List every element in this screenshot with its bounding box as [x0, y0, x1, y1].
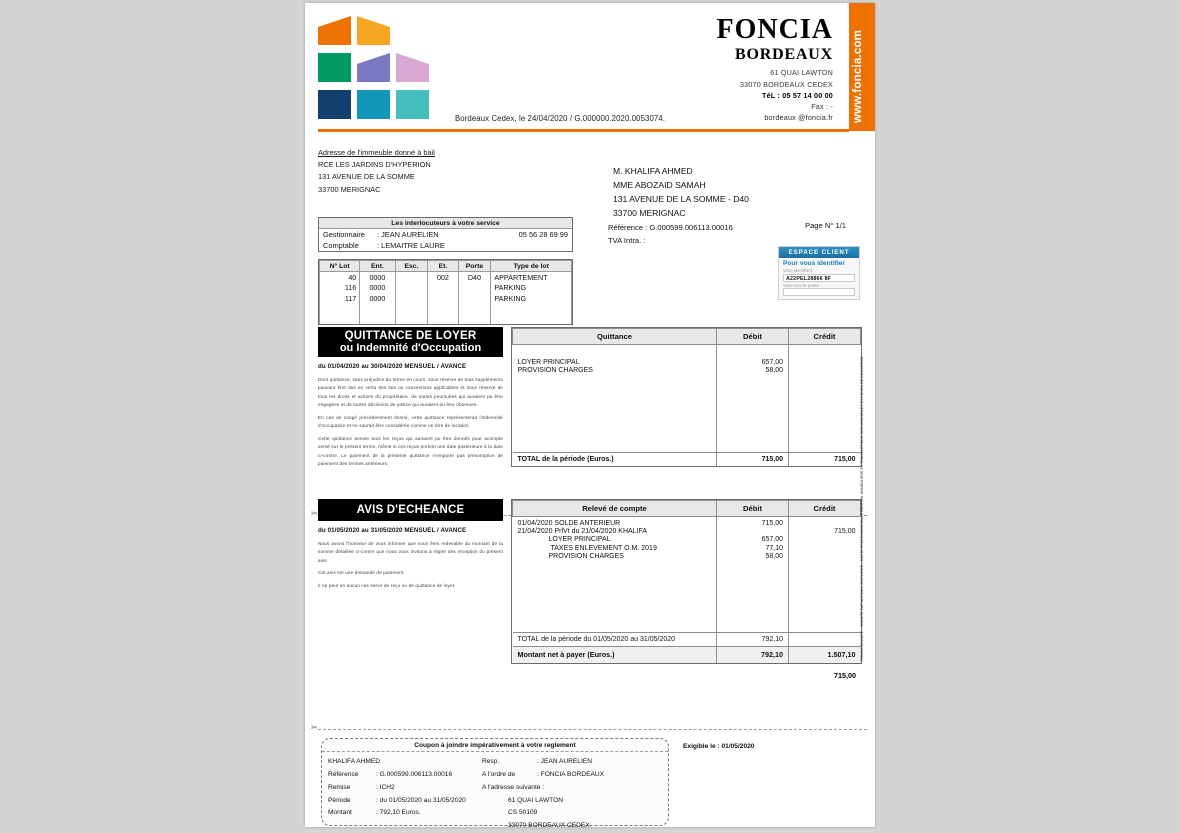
- releve-col-debit: Débit: [717, 501, 789, 517]
- coupon-adresse-line3: 33070 BORDEAUX CEDEX: [508, 822, 590, 830]
- lots-col-type: Type de lot: [491, 261, 572, 272]
- coupon-ref-label: Référence: [328, 770, 359, 778]
- avis-legal-p1: Nous avons l'honneur de vous informer que vous êtes redevable du montant de la somme détaillée ci-contre que nous vous invitons à régler dès réception du présent avis.: [318, 541, 503, 563]
- issue-date-reference: Bordeaux Cedex, le 24/04/2020 / G.000000.2020.0053074.: [455, 114, 666, 123]
- due-date: Exigible le : 01/05/2020: [683, 743, 755, 750]
- quittance-row-credit: [789, 359, 861, 367]
- logo-tile-1: [318, 16, 351, 45]
- agency-address-line2: 33070 BORDEAUX CEDEX: [739, 79, 833, 89]
- avis-period: du 01/05/2020 au 31/05/2020 MENSUEL / AVANCE: [318, 527, 467, 534]
- coupon-ref-value: : G.000599.006113.00016: [376, 770, 453, 778]
- building-address: [318, 147, 435, 196]
- lot-et: 002: [428, 272, 458, 283]
- quittance-heading-line2: ou Indemnité d'Occupation: [339, 342, 482, 354]
- brand-name: FONCIA: [716, 14, 833, 45]
- lot-esc: [395, 272, 428, 283]
- contacts-box: [318, 217, 573, 252]
- avis-legal-text: [318, 540, 503, 590]
- contact-row-comptable: [319, 240, 572, 251]
- coupon-ordre-label: A l'ordre de: [482, 770, 516, 778]
- net-amount-value: 792,10: [717, 646, 789, 663]
- agency-tel: TéL : 05 57 14 00 00: [761, 90, 833, 100]
- releve-row-label: 01/04/2020 SOLDE ANTERIEUR: [517, 520, 621, 528]
- logo-tile-2: [357, 16, 390, 45]
- coupon-left-column: [328, 756, 466, 820]
- releve-row-label: TAXES ENLEVEMENT O.M. 2019: [550, 544, 657, 552]
- quittance-legal-text: [318, 376, 503, 469]
- lot-type: PARKING: [491, 283, 572, 294]
- quittance-total-label: TOTAL de la période (Euros.): [513, 453, 717, 467]
- password-label: Votre mot de passe: [783, 282, 820, 288]
- building-address-line3: 33700 MERIGNAC: [318, 184, 381, 194]
- releve-row-debit: 715,00: [717, 520, 789, 528]
- quittance-total-debit: 715,00: [717, 453, 789, 467]
- gestionnaire-tel: 05 56 28 69 99: [518, 230, 568, 239]
- avis-legal-p2: Cet avis est une demande de paiement.: [318, 570, 405, 576]
- releve-row-credit: [789, 520, 861, 528]
- releve-row-debit: 77,10: [717, 544, 789, 552]
- quittance-total-credit: 715,00: [789, 453, 861, 467]
- logo-tile-6: [396, 53, 429, 82]
- quittance-heading: [318, 327, 503, 357]
- net-debit-total: 1.507,10: [789, 646, 861, 663]
- lot-porte: [458, 283, 491, 294]
- document-page: [305, 3, 875, 830]
- password-field[interactable]: [783, 288, 855, 296]
- coupon-adresse-line2: CS 50109: [508, 809, 538, 817]
- releve-row-debit: 657,00: [717, 536, 789, 544]
- comptable-label: Comptable: [323, 241, 359, 250]
- header-divider: [318, 129, 849, 132]
- coupon-remise-label: Remise: [328, 783, 351, 791]
- coupon-title: Coupon à joindre impérativement à votre reglement: [322, 739, 668, 752]
- releve-header-row: [513, 501, 861, 517]
- quittance-row-label: LOYER PRINCIPAL: [517, 359, 580, 367]
- quittance-total-row: [513, 453, 861, 467]
- net-amount-label: Montant net à payer (Euros.): [513, 646, 717, 663]
- espace-client-subtitle: Pour vous identifier: [783, 260, 845, 267]
- legal-microtext: [860, 303, 869, 663]
- coupon-adresse-line1: 61 QUAI LAWTON: [508, 796, 563, 804]
- coupon-ordre-value: : FONCIA BORDEAUX: [537, 770, 605, 778]
- lots-table: [318, 259, 573, 325]
- coupon-right-column: [482, 756, 604, 833]
- avis-heading: [318, 499, 503, 521]
- releve-row-credit: [789, 544, 861, 552]
- agency-address-line1: 61 QUAI LAWTON: [770, 68, 833, 78]
- avis-section: [305, 499, 875, 689]
- recipient-line1: M. KHALIFA AHMED: [613, 166, 693, 176]
- quittance-legal-p3: Cette quittance annule tous les reçus qui auraient pu être donnés pour acompte versé sur le présent terme, même si ces reçus portent une date postérieure à la date ci-contre. Le paiement de la présente quittance n'emporte pas présomption de paiement des termes antérieurs.: [318, 435, 503, 467]
- brand-block: [638, 15, 833, 123]
- coupon-name: KHALIFA AHMED: [328, 758, 381, 765]
- identifiant-field[interactable]: A22PEL28866 8F: [783, 274, 855, 282]
- lots-col-lot: N° Lot: [320, 261, 360, 272]
- quittance-row-label: PROVISION CHARGES: [517, 367, 593, 375]
- recipient-line4: 33700 MERIGNAC: [613, 207, 686, 218]
- coupon-periode-value: : du 01/05/2020 au 31/05/2020: [376, 796, 466, 804]
- quittance-row-debit: 58,00: [717, 367, 789, 375]
- quittance-col-label: Quittance: [513, 329, 717, 345]
- logo-tile-4: [318, 53, 351, 82]
- quittance-row-credit: [789, 367, 861, 375]
- foncia-logo: [318, 16, 429, 120]
- reference-block: [608, 221, 733, 248]
- logo-tile-9: [396, 90, 429, 119]
- recipient-line2: MME ABOZAID SAMAH: [613, 179, 706, 190]
- releve-row-credit: 715,00: [789, 528, 861, 536]
- brand-city: BORDEAUX: [735, 46, 833, 64]
- table-row: [320, 293, 572, 304]
- coupon-montant-label: Montant: [328, 809, 352, 817]
- table-row: [513, 552, 861, 560]
- payment-coupon: [321, 738, 669, 830]
- coupon-montant-value: : 792,10 Euros.: [376, 809, 421, 817]
- avis-heading-line1: AVIS D'ECHEANCE: [356, 504, 465, 516]
- avis-left: [318, 499, 503, 594]
- releve-row-label: PROVISION CHARGES: [548, 552, 624, 560]
- releve-col-credit: Crédit: [789, 501, 861, 517]
- building-address-title: Adresse de l'immeuble donné à bail: [318, 148, 435, 157]
- table-row: [320, 283, 572, 294]
- quittance-table: [511, 327, 862, 467]
- gestionnaire-label: Gestionnaire: [323, 230, 365, 239]
- releve-row-debit: [717, 528, 789, 536]
- logo-tile-7: [318, 90, 351, 119]
- lot-ent: 0000: [360, 293, 395, 304]
- lots-col-ent: Ent.: [360, 261, 395, 272]
- website-sidebar: [849, 3, 875, 131]
- lot-number: 116: [320, 283, 360, 294]
- avis-legal-p3: Il ne peut en aucun cas servir de reçu ou de quittance de loyer.: [318, 582, 456, 588]
- lot-ent: 0000: [360, 272, 395, 283]
- quittance-col-credit: Crédit: [789, 329, 861, 345]
- legal-microtext-content: FONCIA GROUPE - SOCIETE PAR ACTIONS SIMPLIFIEE - CARTE PROFESSIONNELLE GESTION IMMOBILIERE ET TRANSACTIONS SUR IMMEUBLES ET FONDS DE COMMERCE: [860, 356, 864, 661]
- table-row-filler: [320, 304, 572, 324]
- releve-row-credit: [789, 552, 861, 560]
- gestionnaire-value: : JEAN AURELIEN: [377, 230, 439, 239]
- releve-total-row: [513, 632, 861, 646]
- table-row: [513, 536, 861, 544]
- net-amount-row: [513, 646, 861, 663]
- recipient-line3: 131 AVENUE DE LA SOMME - D40: [613, 193, 749, 204]
- lots-header-row: [320, 261, 572, 272]
- contacts-caption: Les interlocuteurs à votre service: [319, 218, 572, 229]
- releve-total-label: TOTAL de la période du 01/05/2020 au 31/05/2020: [513, 632, 717, 646]
- quittance-heading-line1: QUITTANCE DE LOYER: [344, 330, 477, 342]
- lot-porte: [458, 293, 491, 304]
- coupon-periode-label: Période: [328, 796, 351, 804]
- lots-col-esc: Esc.: [395, 261, 428, 272]
- quittance-legal-p1: Dont quittance, sans préjudice du terme en cours, sous réserve de tous suppléments pouvant être dus en vertu des lois ou conventions applicables et sous réserve de tous les droits et actions du propriétaire, de toutes poursuites qui auraient pu être engagées et de toutes décisions de justice qui auraient pu être obtenues.: [318, 377, 503, 408]
- releve-col-label: Relevé de compte: [513, 501, 717, 517]
- table-row: [320, 272, 572, 283]
- quittance-section: [305, 327, 875, 493]
- document-header: [305, 3, 875, 131]
- lot-number: 117: [320, 293, 360, 304]
- lot-type: APPARTEMENT: [491, 272, 572, 283]
- lot-ent: 0000: [360, 283, 395, 294]
- releve-row-label: 21/04/2020 PrlVt du 21/04/2020 KHALIFA: [517, 528, 648, 536]
- logo-tile-5: [357, 53, 390, 82]
- agency-email: bordeaux @foncia.fr: [764, 113, 833, 123]
- table-row: [513, 359, 861, 367]
- espace-client-title: ESPACE CLIENT: [779, 247, 859, 258]
- lot-esc: [395, 283, 428, 294]
- espace-client-box[interactable]: [778, 246, 860, 300]
- releve-row-debit: 58,00: [717, 552, 789, 560]
- table-row: [513, 367, 861, 375]
- cut-line-2: [313, 729, 867, 730]
- releve-table: [511, 499, 862, 680]
- mid-section: [305, 217, 875, 327]
- net-credit-total: 715,00: [834, 671, 856, 680]
- releve-row-credit: [789, 536, 861, 544]
- scissors-icon-2: ✂: [311, 723, 318, 732]
- logo-tile-8: [357, 90, 390, 119]
- comptable-value: : LEMAITRE LAURE: [377, 241, 445, 250]
- quittance-row-debit: 657,00: [717, 359, 789, 367]
- lots-col-et: Et.: [428, 261, 458, 272]
- page-number: Page N° 1/1: [805, 221, 847, 230]
- lot-type: PARKING: [491, 293, 572, 304]
- building-address-line1: RCE LES JARDINS D'HYPERION: [318, 160, 431, 170]
- lots-col-porte: Porte: [458, 261, 491, 272]
- lot-et: [428, 293, 458, 304]
- reference-line: Référence : G.000599.006113.00016: [608, 223, 733, 232]
- quittance-legal-p2: En cas de congé précédemment donné, cette quittance représenterait l'indemnité d'occupation et ne saurait être considérée comme un titre de location.: [318, 414, 503, 429]
- coupon-adresse-label: A l'adresse suivante :: [482, 783, 545, 791]
- releve-row-label: LOYER PRINCIPAL: [548, 536, 611, 544]
- identifiant-label: Votre identifiant: [783, 268, 812, 273]
- tva-line: TVA Intra. :: [608, 236, 646, 246]
- lot-number: 40: [320, 272, 360, 283]
- coupon-resp-label: Resp.: [482, 758, 500, 765]
- releve-total-value: 792,10: [717, 632, 789, 646]
- contact-row-gestionnaire: [319, 229, 572, 240]
- table-row: [513, 528, 861, 536]
- lot-porte: D40: [458, 272, 491, 283]
- lot-esc: [395, 293, 428, 304]
- building-address-line2: 131 AVENUE DE LA SOMME: [318, 172, 415, 182]
- coupon-remise-value: : ICH2: [376, 783, 395, 791]
- scissors-icon: ✂: [311, 509, 318, 518]
- agency-fax: Fax : -: [811, 101, 833, 111]
- quittance-period: du 01/04/2020 au 30/04/2020 MENSUEL / AVANCE: [318, 363, 467, 370]
- quittance-left: [318, 327, 503, 473]
- coupon-resp-value: : JEAN AURELIEN: [537, 758, 592, 765]
- website-url: www.foncia.com: [852, 29, 864, 123]
- lot-et: [428, 283, 458, 294]
- quittance-header-row: [513, 329, 861, 345]
- table-row: [513, 544, 861, 552]
- quittance-col-debit: Débit: [717, 329, 789, 345]
- table-row: [513, 520, 861, 528]
- recipient-address: [613, 165, 749, 221]
- address-section: [305, 147, 875, 217]
